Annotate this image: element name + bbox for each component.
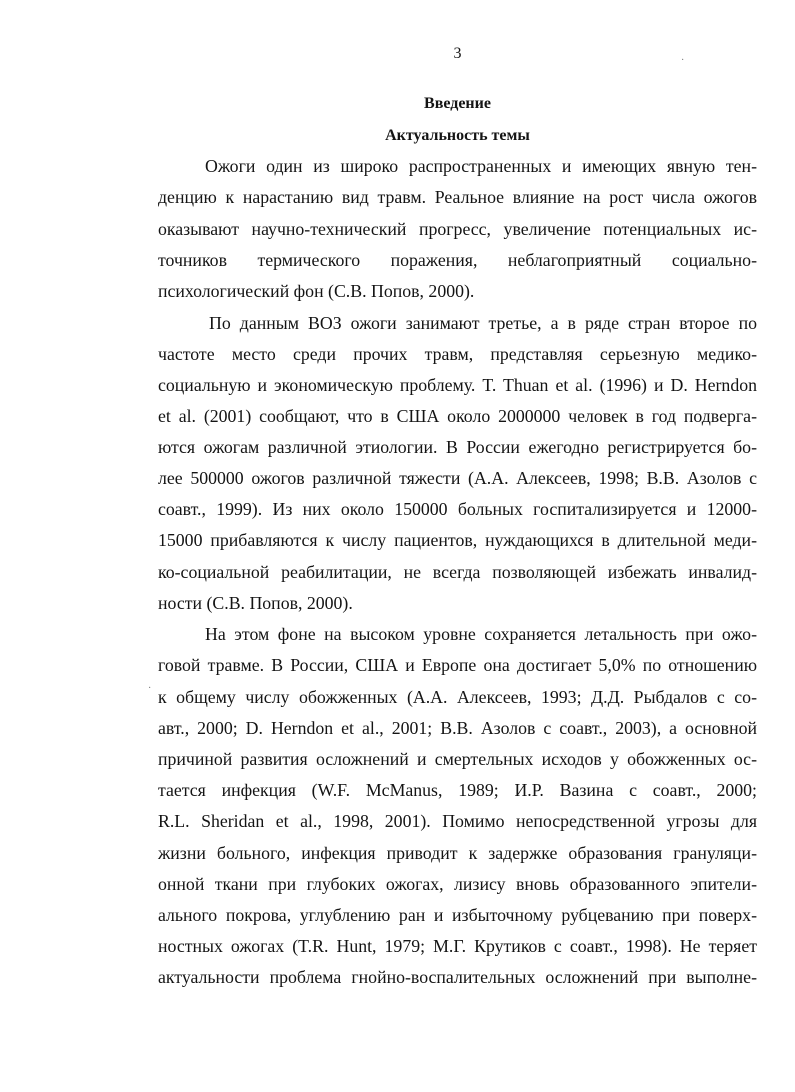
text-line: тается инфекция (W.F. McManus, 1989; И.Р. Вазина с соавт., 2000; [158,780,757,800]
text-line: По данным ВОЗ ожоги занимают третье, а в ряде стран второе по [209,313,757,333]
text-line: психологический фон (С.В. Попов, 2000). [158,281,475,301]
text-line: авт., 2000; D. Herndon et al., 2001; В.В. Азолов с соавт., 2003), а основной [158,718,757,738]
text-line: ального покрова, углублению ран и избыточному рубцеванию при поверх- [158,905,757,925]
text-line: социальную и экономическую проблему. T. Thuan et al. (1996) и D. Herndon [158,375,757,395]
text-line: лее 500000 ожогов различной тяжести (А.А. Алексеев, 1998; В.В. Азолов с [158,468,757,488]
text-line: актуальности проблема гнойно-воспалительных осложнений при выполне- [158,967,757,987]
text-line: 15000 прибавляются к числу пациентов, нуждающихся в длительной меди- [158,530,757,550]
text-line: ются ожогам различной этиологии. В России ежегодно регистрируется бо- [158,437,757,457]
page-number: 3 [453,45,462,62]
text-line: R.L. Sheridan et al., 1998, 2001). Помимо непосредственной угрозы для [158,811,757,831]
text-line: ко-социальной реабилитации, не всегда позволяющей избежать инвалид- [158,562,757,582]
scan-speck: · [148,683,152,694]
text-line: говой травме. В России, США и Европе она достигает 5,0% по отношению [158,655,757,675]
text-line: et al. (2001) сообщают, что в США около 2000000 человек в год подверга- [158,406,757,426]
text-line: ностных ожогах (T.R. Hunt, 1979; М.Г. Крутиков с соавт., 1998). Не теряет [158,936,757,956]
text-line: частоте место среди прочих травм, представляя серьезную медико- [158,344,757,364]
text-line: онной ткани при глубоких ожогах, лизису вновь образованного эпители- [158,874,757,894]
text-line: причиной развития осложнений и смертельных исходов у обожженных ос- [158,749,757,769]
text-line: точников термического поражения, неблагоприятный социально- [158,250,757,270]
section-heading-introduction: Введение [424,95,491,112]
text-line: соавт., 1999). Из них около 150000 больных госпитализируется и 12000- [158,499,757,519]
text-line: жизни больного, инфекция приводит к задержке образования грануляци- [158,843,757,863]
text-line: оказывают научно-технический прогресс, увеличение потенциальных ис- [158,219,757,239]
scan-speck: · [681,55,685,66]
text-line: денцию к нарастанию вид травм. Реальное влияние на рост числа ожогов [158,187,757,207]
section-heading-topic-relevance: Актуальность темы [385,127,530,144]
text-line: к общему числу обожженных (А.А. Алексеев, 1993; Д.Д. Рыбдалов с со- [158,687,757,707]
text-line: Ожоги один из широко распространенных и имеющих явную тен- [205,156,757,176]
text-line: На этом фоне на высоком уровне сохраняется летальность при ожо- [205,624,757,644]
text-line: ности (С.В. Попов, 2000). [158,593,353,613]
